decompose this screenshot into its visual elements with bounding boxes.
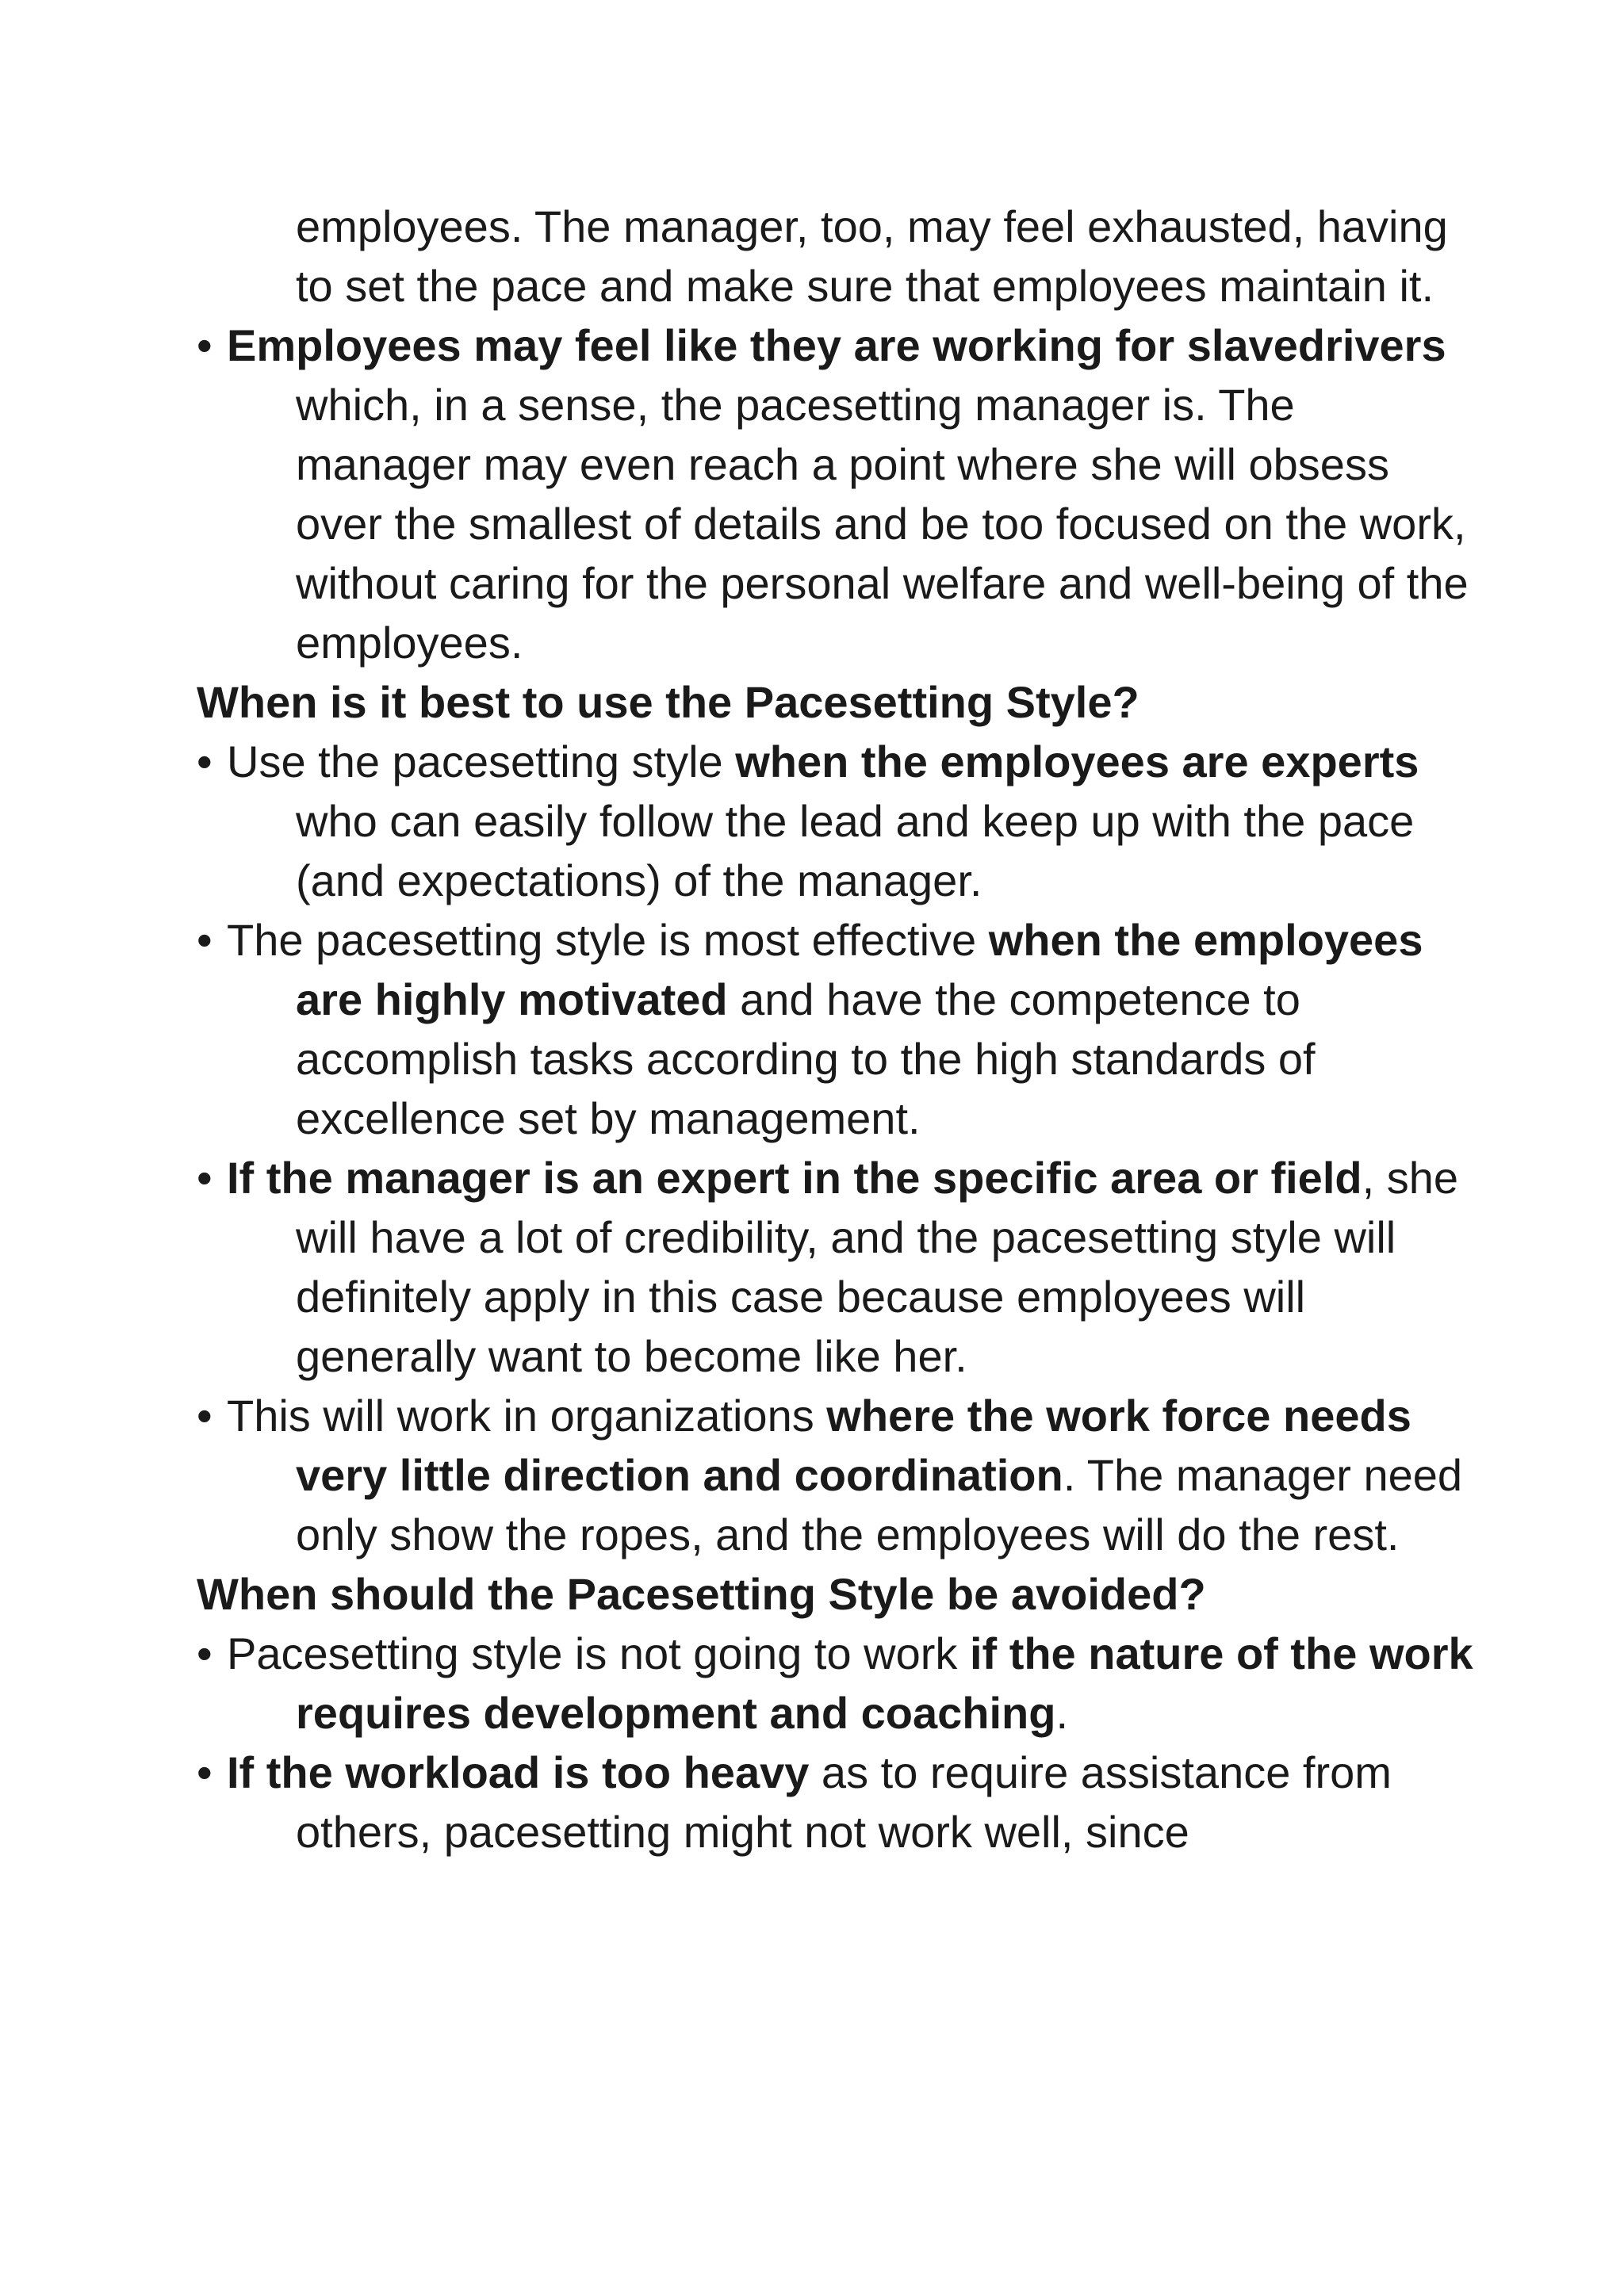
bold-text-segment: where the work force needs very little direction and coordination xyxy=(296,1391,1411,1500)
bold-text-segment: when the employees are highly motivated xyxy=(296,915,1423,1024)
intro-continuation-paragraph: employees. The manager, too, may feel exhausted, having to set the pace and make sure that employees maintain it. xyxy=(296,201,1448,311)
bullet-dot-icon: • xyxy=(197,1628,213,1678)
bullet-list-when-to-avoid xyxy=(197,1624,1481,1862)
bold-text-segment: If the workload is too heavy xyxy=(227,1747,810,1797)
bullet-dot-icon: • xyxy=(197,320,213,370)
text-segment: Use the pacesetting style xyxy=(227,737,736,786)
text-segment: . xyxy=(1055,1688,1069,1738)
bullet-item xyxy=(197,910,1481,1148)
bullet-item xyxy=(197,1386,1481,1564)
text-segment: Pacesetting style is not going to work xyxy=(227,1628,970,1678)
bullet-item xyxy=(197,316,1481,672)
bullet-dot-icon: • xyxy=(197,915,213,965)
bullet-dot-icon: • xyxy=(197,1747,213,1797)
bold-text-segment: Employees may feel like they are working for slavedrivers xyxy=(227,320,1446,370)
bullet-dot-icon: • xyxy=(197,1153,213,1203)
bullet-dot-icon: • xyxy=(197,1391,213,1441)
text-segment: This will work in organizations xyxy=(227,1391,827,1441)
bold-text-segment: if the nature of the work requires development and coaching xyxy=(296,1628,1473,1738)
text-segment: who can easily follow the lead and keep up with the pace (and expectations) of the manager. xyxy=(296,796,1415,905)
bullet-item xyxy=(197,1148,1481,1386)
heading-when-to-use: When is it best to use the Pacesetting Style? xyxy=(197,677,1139,727)
bold-text-segment: when the employees are experts xyxy=(735,737,1419,786)
bullet-list-drawbacks xyxy=(197,316,1481,672)
bullet-item xyxy=(197,1743,1481,1862)
text-segment: . The manager need only show the ropes, and the employees will do the rest. xyxy=(296,1450,1463,1559)
heading-when-to-avoid: When should the Pacesetting Style be avoided? xyxy=(197,1569,1206,1619)
text-segment: The pacesetting style is most effective xyxy=(227,915,989,965)
bold-text-segment: If the manager is an expert in the specific area or field xyxy=(227,1153,1362,1203)
text-segment: , she will have a lot of credibility, and the pacesetting style will definitely apply in this case because employees will generally want to become like her. xyxy=(296,1153,1458,1381)
text-segment: which, in a sense, the pacesetting manager is. The manager may even reach a point where she will obsess over the smallest of details and be too focused on the work, without caring for the personal welfare and well-being of the employees. xyxy=(296,380,1469,668)
document-body xyxy=(197,197,1481,1862)
bullet-item xyxy=(197,1624,1481,1743)
bullet-list-when-to-use xyxy=(197,732,1481,1564)
bullet-dot-icon: • xyxy=(197,737,213,786)
text-segment: as to require assistance from others, pacesetting might not work well, since xyxy=(296,1747,1392,1857)
text-segment: and have the competence to accomplish tasks according to the high standards of excellence set by management. xyxy=(296,974,1316,1143)
bullet-item xyxy=(197,732,1481,910)
